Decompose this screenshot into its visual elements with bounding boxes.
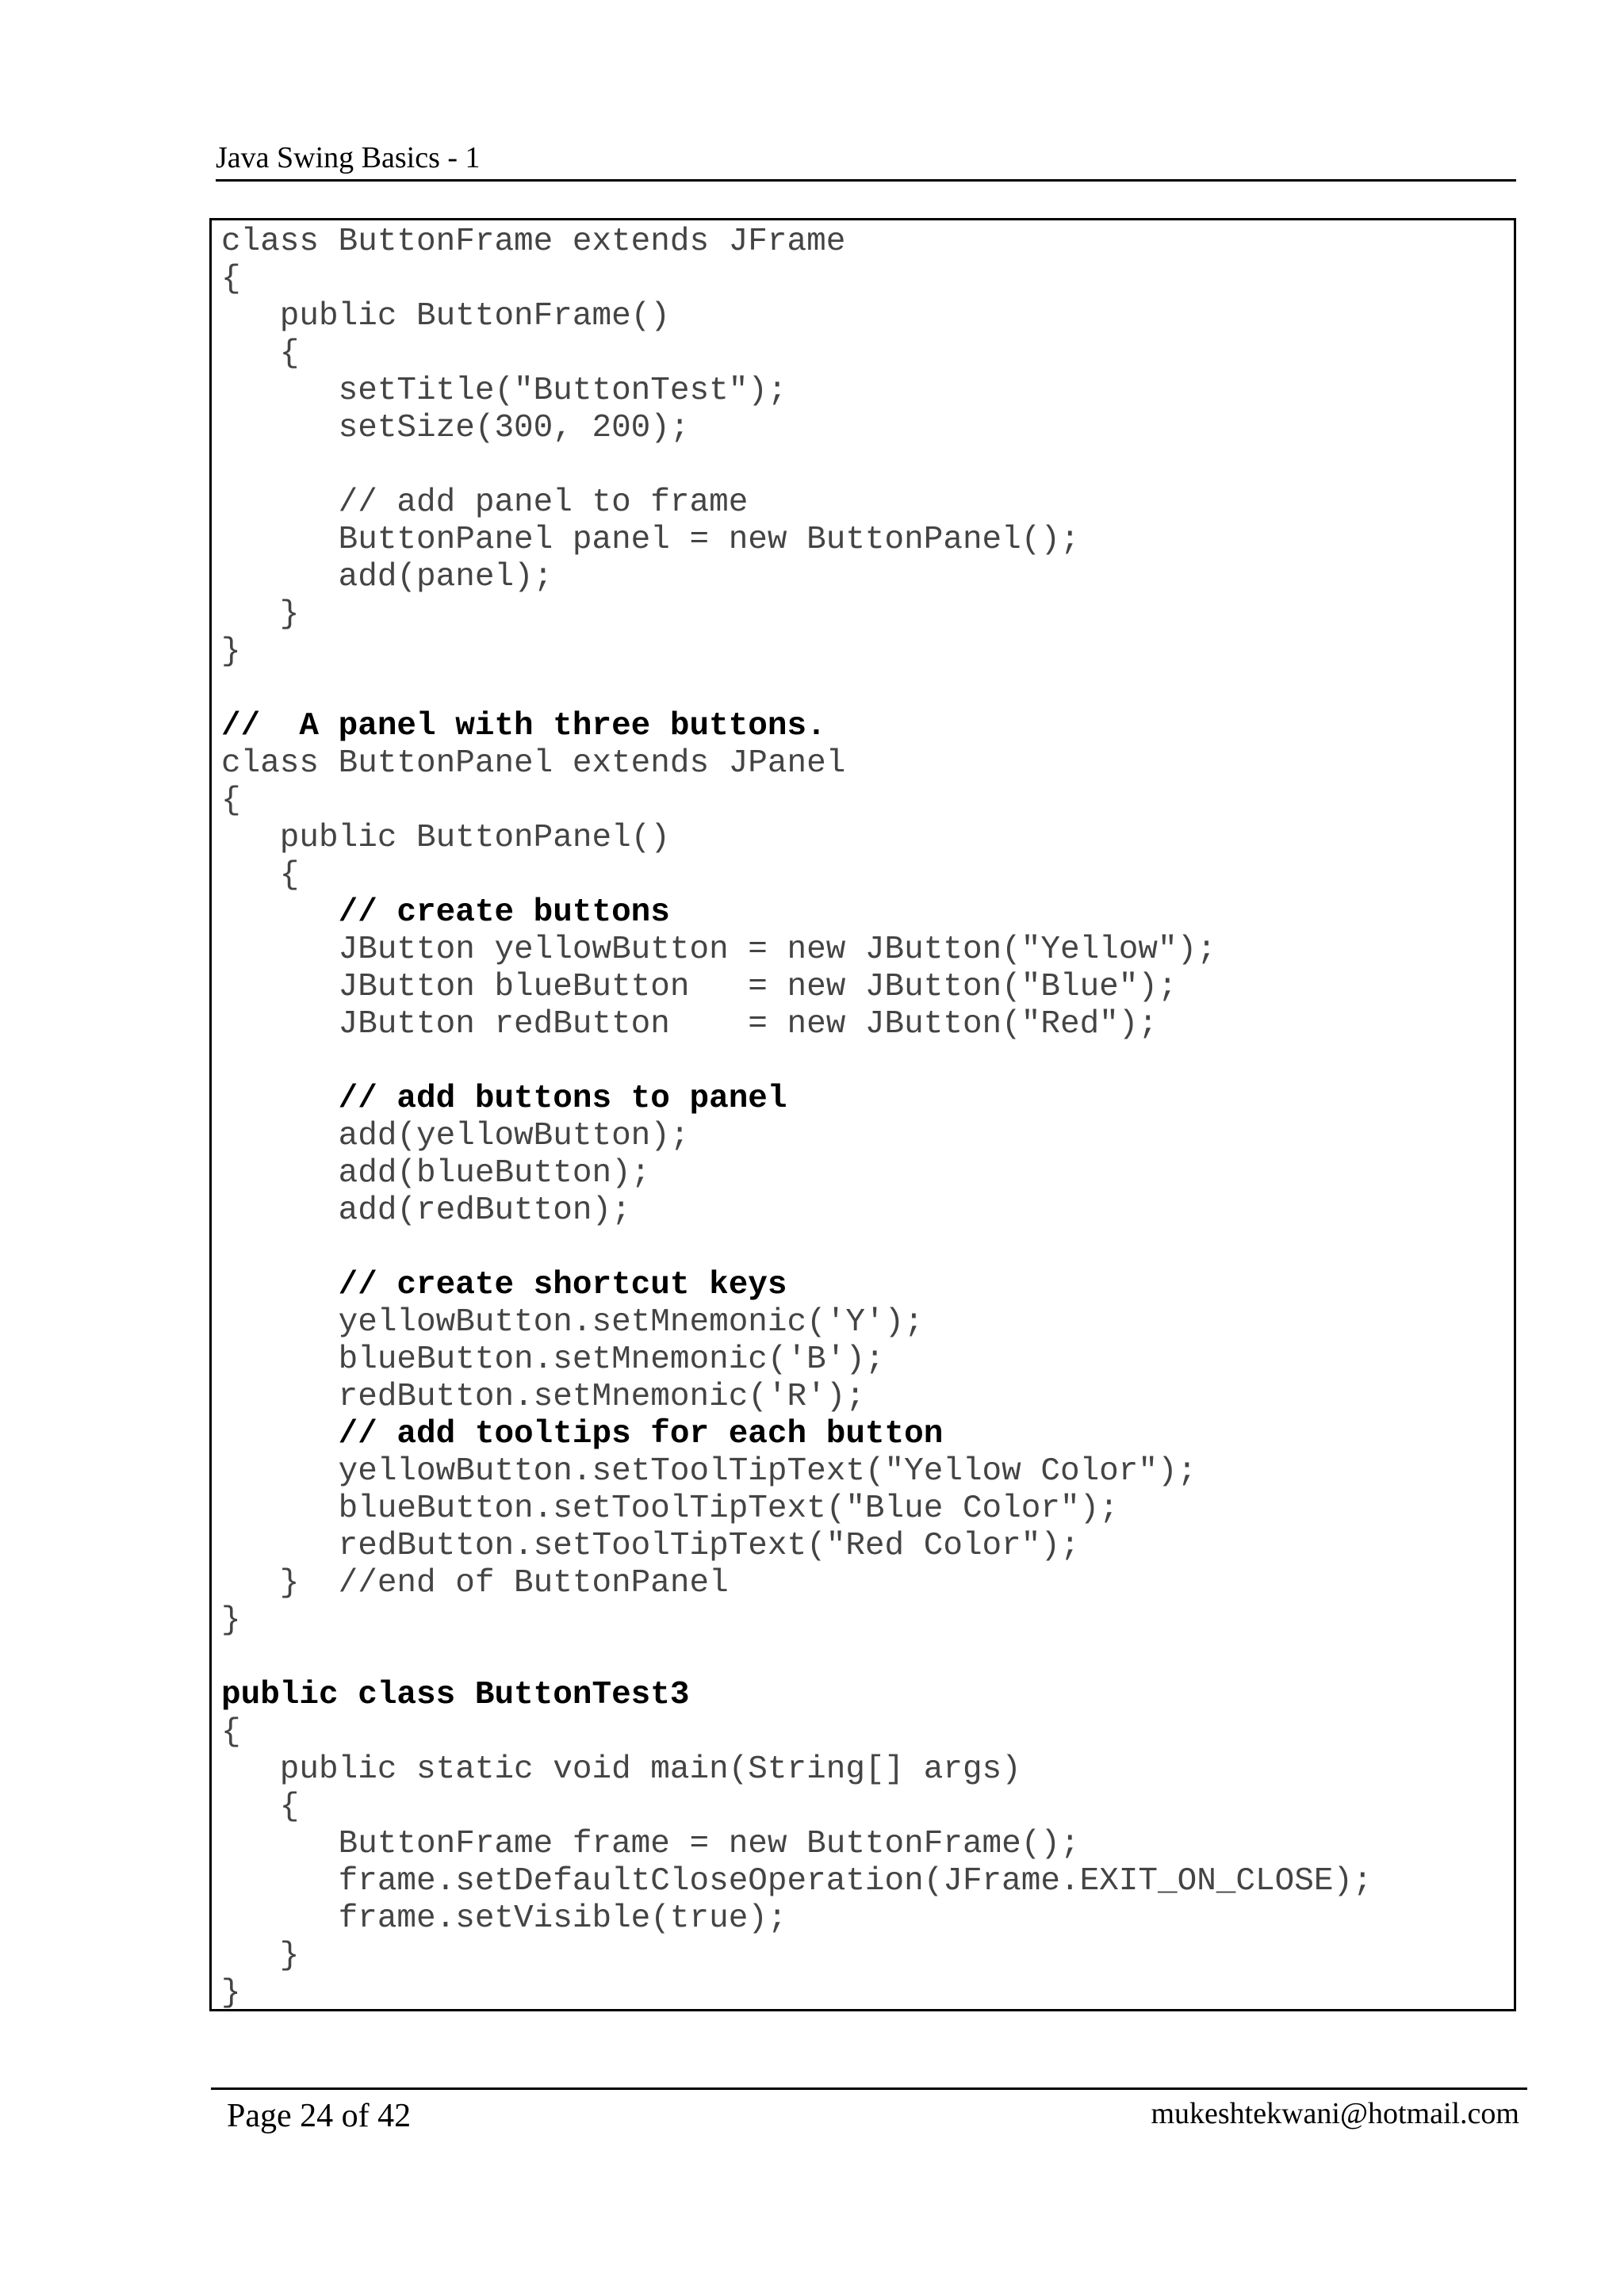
code-line: blueButton.setToolTipText("Blue Color"); [221,1490,1119,1527]
code-line: JButton redButton = new JButton("Red"); [221,1006,1158,1043]
code-line: { [221,261,241,297]
code-line: // create shortcut keys [221,1267,787,1303]
page-header [216,136,1516,182]
code-line: add(blueButton); [221,1155,651,1192]
code-line: ButtonFrame frame = new ButtonFrame(); [221,1826,1080,1862]
code-line: // create buttons [221,894,670,931]
code-line: // add buttons to panel [221,1081,787,1117]
code-line: } //end of ButtonPanel [221,1565,729,1601]
code-line: public class ButtonTest3 [221,1677,690,1713]
code-line: yellowButton.setToolTipText("Yellow Color"); [221,1453,1197,1490]
code-line: add(panel); [221,559,553,595]
code-line: blueButton.setMnemonic('B'); [221,1341,885,1378]
code-listing [209,218,1516,2011]
code-line: public ButtonPanel() [221,820,670,856]
author-email: mukeshtekwani@hotmail.com [1151,2097,1519,2130]
code-line: setSize(300, 200); [221,410,690,446]
code-line: JButton yellowButton = new JButton("Yellow"); [221,932,1216,968]
code-line [221,1640,1514,1677]
code-line: class ButtonFrame extends JFrame [221,224,846,260]
code-line: { [221,335,300,372]
code-line: // A panel with three buttons. [221,708,826,744]
code-line: { [221,857,300,894]
code-line: { [221,1789,300,1825]
code-line: } [221,633,241,670]
code-line: } [221,596,300,633]
code-line: class ButtonPanel extends JPanel [221,745,846,782]
code-line [221,1230,1514,1267]
code-line: yellowButton.setMnemonic('Y'); [221,1304,924,1341]
code-line: add(yellowButton); [221,1118,690,1154]
page-footer [211,2087,1527,2134]
code-line: ButtonPanel panel = new ButtonPanel(); [221,522,1080,558]
code-line: } [221,1602,241,1639]
code-line: frame.setDefaultCloseOperation(JFrame.EXIT_ON_CLOSE); [221,1863,1373,1900]
code-line: JButton blueButton = new JButton("Blue"); [221,969,1178,1005]
page-number: Page 24 of 42 [227,2098,412,2134]
document-title: Java Swing Basics - 1 [216,141,481,174]
code-line: public static void main(String[] args) [221,1751,1021,1788]
code-line: redButton.setMnemonic('R'); [221,1379,865,1415]
code-line: // add panel to frame [221,484,749,521]
code-line: } [221,1975,241,2011]
code-line [221,447,1514,484]
code-line: redButton.setToolTipText("Red Color"); [221,1528,1080,1564]
code-line: public ButtonFrame() [221,298,670,335]
code-line: // add tooltips for each button [221,1416,944,1452]
code-line: setTitle("ButtonTest"); [221,373,787,409]
code-line: frame.setVisible(true); [221,1900,787,1937]
code-line: add(redButton); [221,1192,631,1229]
code-line [221,671,1514,708]
code-line: { [221,783,241,819]
code-line: { [221,1714,241,1751]
code-line: } [221,1938,300,1974]
code-line [221,1043,1514,1081]
